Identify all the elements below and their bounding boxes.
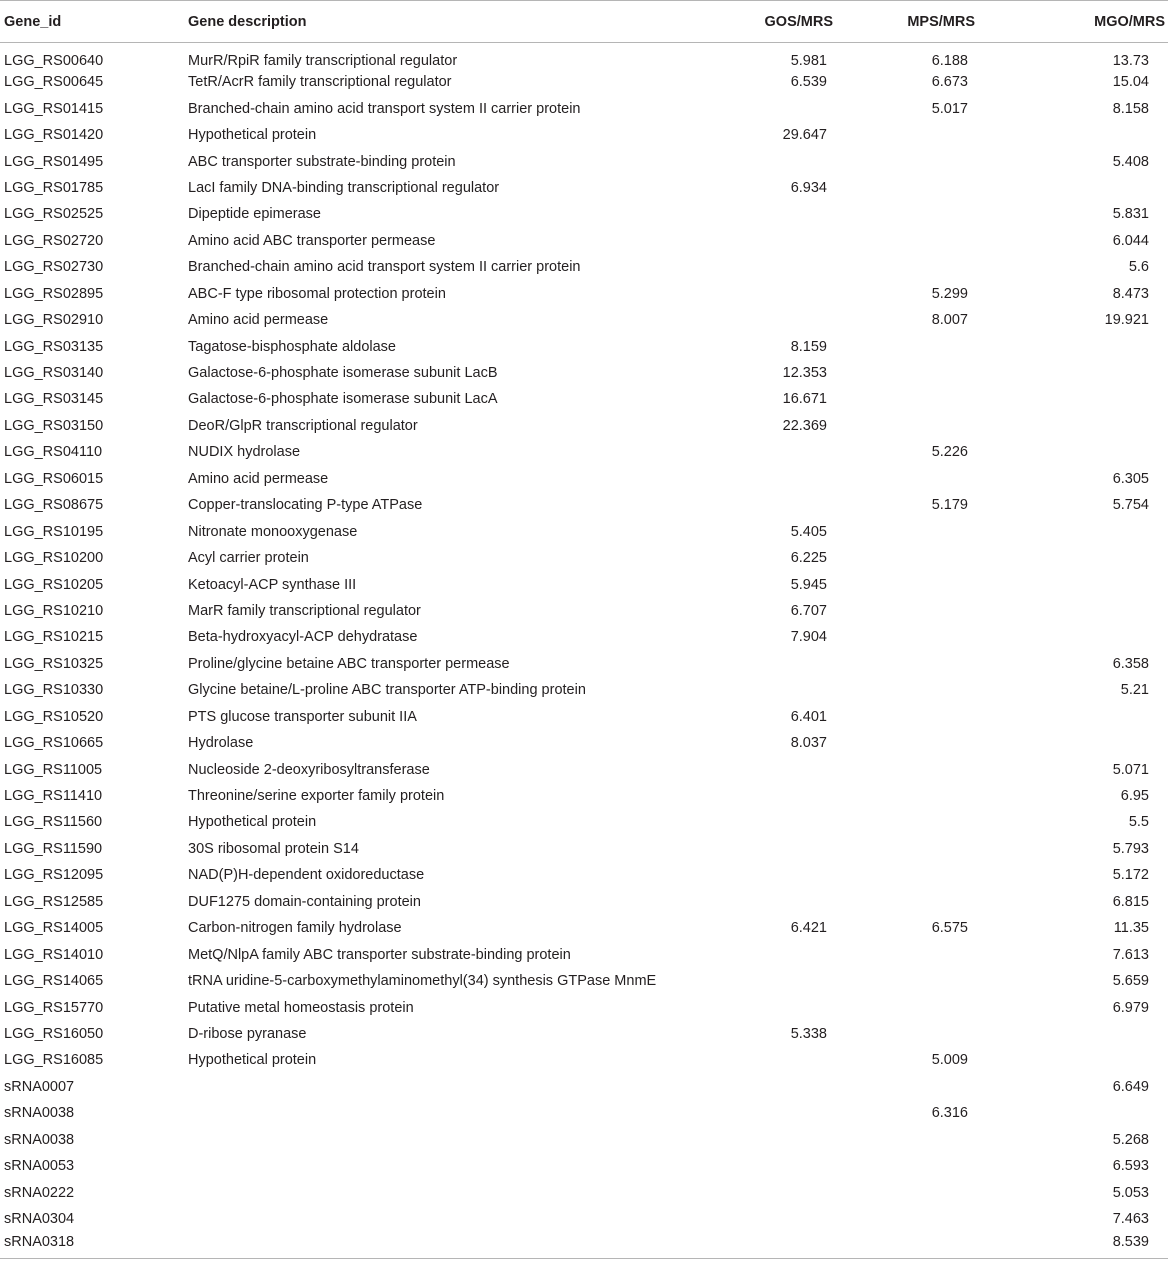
cell-gene-description: Beta-hydroxyacyl-ACP dehydratase [188,629,418,646]
cell-mps-mrs [845,545,984,571]
cell-gos-mrs [708,95,845,121]
cell-gos-mrs [708,1179,845,1205]
cell-mgo-mrs: 11.35 [1113,920,1149,937]
header-gene-id: Gene_id [0,1,188,43]
cell-gos-mrs: 6.401 [790,708,827,725]
table-row [0,254,1168,280]
table-row [0,1074,1168,1100]
cell-mps-mrs: 5.009 [931,1052,968,1069]
cell-gene-description [188,1153,708,1179]
cell-gene-id: LGG_RS10520 [4,708,104,725]
cell-mps-mrs: 5.179 [931,497,968,514]
cell-gene-id: LGG_RS12585 [4,893,104,910]
cell-mgo-mrs [984,413,1168,439]
cell-gene-id: LGG_RS01495 [4,153,104,170]
cell-gene-id: LGG_RS15770 [4,999,104,1016]
cell-mgo-mrs: 5.5 [1128,814,1149,831]
cell-mgo-mrs: 6.815 [1112,893,1149,910]
cell-mgo-mrs: 15.04 [1112,74,1149,91]
cell-mps-mrs [845,122,984,148]
cell-gos-mrs [708,677,845,703]
cell-gos-mrs: 29.647 [782,127,827,144]
cell-gos-mrs: 6.707 [790,602,827,619]
cell-gene-id: LGG_RS01415 [4,100,104,117]
table-row [0,69,1168,95]
cell-gene-id: LGG_RS03145 [4,391,104,408]
cell-gene-description: LacI family DNA-binding transcriptional regulator [188,179,500,196]
cell-gene-id: sRNA0038 [4,1131,75,1148]
cell-gos-mrs: 6.934 [790,179,827,196]
cell-gos-mrs: 5.945 [790,576,827,593]
cell-gene-id: LGG_RS10195 [4,523,104,540]
table-row [0,333,1168,359]
cell-gene-id: LGG_RS08675 [4,497,104,514]
table-row [0,466,1168,492]
cell-gene-description: Galactose-6-phosphate isomerase subunit LacA [188,391,498,408]
cell-gene-id: sRNA0222 [4,1184,75,1201]
cell-mps-mrs [845,809,984,835]
cell-mgo-mrs: 6.979 [1112,999,1149,1016]
cell-mgo-mrs: 5.754 [1112,497,1149,514]
cell-gene-id: LGG_RS00645 [4,74,104,91]
cell-mps-mrs [845,466,984,492]
cell-gene-description [188,1232,708,1258]
cell-gene-description: PTS glucose transporter subunit IIA [188,708,417,725]
cell-gos-mrs: 8.159 [790,338,827,355]
cell-mps-mrs [845,941,984,967]
cell-gene-id: LGG_RS14010 [4,946,104,963]
table-row [0,413,1168,439]
cell-mgo-mrs: 5.053 [1112,1184,1149,1201]
cell-mgo-mrs: 8.473 [1112,285,1149,302]
cell-gene-description: Hypothetical protein [188,127,317,144]
cell-mps-mrs [845,730,984,756]
cell-gos-mrs [708,148,845,174]
cell-gene-description: MetQ/NlpA family ABC transporter substrate-binding protein [188,946,571,963]
cell-gene-description: NUDIX hydrolase [188,444,301,461]
cell-gos-mrs [708,492,845,518]
cell-gene-id: LGG_RS02720 [4,232,104,249]
cell-gos-mrs [708,862,845,888]
table-row [0,756,1168,782]
cell-gos-mrs: 16.671 [782,391,827,408]
cell-gene-description: Threonine/serine exporter family protein [188,788,445,805]
table-row [0,122,1168,148]
cell-mgo-mrs: 5.6 [1128,259,1149,276]
cell-mps-mrs [845,994,984,1020]
cell-gene-description: Dipeptide epimerase [188,206,321,223]
table-row [0,624,1168,650]
table-row [0,1047,1168,1073]
table-row [0,95,1168,121]
cell-gos-mrs [708,968,845,994]
cell-mgo-mrs: 5.172 [1112,867,1149,884]
cell-mps-mrs [845,201,984,227]
cell-mgo-mrs [984,122,1168,148]
table-row [0,439,1168,465]
table-row [0,809,1168,835]
cell-gene-id: LGG_RS10215 [4,629,104,646]
cell-gene-id: LGG_RS02895 [4,285,104,302]
cell-mgo-mrs: 5.831 [1112,206,1149,223]
cell-gene-id: LGG_RS06015 [4,470,104,487]
table-row [0,201,1168,227]
table-row [0,1100,1168,1126]
cell-gos-mrs: 5.405 [790,523,827,540]
table-row [0,571,1168,597]
cell-gos-mrs [708,809,845,835]
table-row [0,836,1168,862]
cell-gene-description: MurR/RpiR family transcriptional regulator [188,53,458,69]
cell-mgo-mrs: 6.305 [1112,470,1149,487]
cell-gos-mrs [708,941,845,967]
table-row [0,1206,1168,1232]
cell-mps-mrs [845,968,984,994]
cell-gene-description: Amino acid permease [188,470,329,487]
cell-mgo-mrs [984,1021,1168,1047]
cell-gene-description: DeoR/GlpR transcriptional regulator [188,417,418,434]
cell-mps-mrs [845,1074,984,1100]
cell-gos-mrs [708,651,845,677]
cell-mps-mrs [845,624,984,650]
cell-mps-mrs [845,1232,984,1258]
cell-mgo-mrs: 8.158 [1112,100,1149,117]
cell-gos-mrs: 22.369 [782,417,827,434]
cell-gene-id: LGG_RS12095 [4,867,104,884]
table-row [0,1021,1168,1047]
cell-gos-mrs [708,783,845,809]
cell-gene-description: Putative metal homeostasis protein [188,999,414,1016]
cell-gos-mrs: 6.421 [790,920,827,937]
cell-mgo-mrs: 6.649 [1112,1078,1149,1095]
cell-gos-mrs: 12.353 [782,365,827,382]
cell-gene-description: Nitronate monooxygenase [188,523,358,540]
cell-gos-mrs [708,1232,845,1258]
header-mps-mrs: MPS/MRS [845,1,984,43]
cell-mgo-mrs: 8.539 [1112,1234,1149,1251]
table-row [0,915,1168,941]
cell-gene-description: Galactose-6-phosphate isomerase subunit LacB [188,365,498,382]
cell-gene-description: DUF1275 domain-containing protein [188,893,421,910]
table-row [0,783,1168,809]
cell-gene-id: LGG_RS14065 [4,973,104,990]
cell-mps-mrs [845,756,984,782]
cell-mgo-mrs: 6.358 [1112,655,1149,672]
cell-mgo-mrs [984,598,1168,624]
table-row [0,994,1168,1020]
cell-mps-mrs: 6.316 [931,1105,968,1122]
cell-mps-mrs: 6.575 [931,920,968,937]
cell-mps-mrs [845,1206,984,1232]
cell-mps-mrs [845,360,984,386]
cell-mgo-mrs [984,704,1168,730]
cell-gene-description: Carbon-nitrogen family hydrolase [188,920,402,937]
cell-gene-description [188,1179,708,1205]
table-row [0,518,1168,544]
cell-gene-description [188,1206,708,1232]
table-row [0,862,1168,888]
cell-mps-mrs [845,1127,984,1153]
table-row [0,730,1168,756]
cell-mps-mrs [845,333,984,359]
cell-gene-id: LGG_RS01785 [4,179,104,196]
cell-gene-id: LGG_RS10205 [4,576,104,593]
table-row [0,545,1168,571]
cell-gene-id: LGG_RS03135 [4,338,104,355]
header-mgo-mrs: MGO/MRS [984,1,1168,43]
cell-gene-description: Branched-chain amino acid transport system II carrier protein [188,259,581,276]
cell-mgo-mrs: 7.463 [1112,1211,1149,1228]
cell-gos-mrs: 6.539 [790,74,827,91]
cell-gene-id: LGG_RS16085 [4,1052,104,1069]
cell-mgo-mrs: 13.73 [1112,53,1149,69]
cell-mps-mrs [845,518,984,544]
cell-gene-id: LGG_RS10330 [4,682,104,699]
table-row [0,598,1168,624]
cell-mgo-mrs: 5.21 [1120,682,1149,699]
cell-mgo-mrs: 5.268 [1112,1131,1149,1148]
table-row [0,889,1168,915]
cell-gene-id: LGG_RS11005 [4,761,103,778]
cell-gene-description: 30S ribosomal protein S14 [188,840,359,857]
cell-mgo-mrs [984,1100,1168,1126]
cell-mgo-mrs [984,175,1168,201]
cell-gene-id: LGG_RS10210 [4,602,104,619]
cell-gos-mrs: 7.904 [790,629,827,646]
cell-gos-mrs [708,994,845,1020]
cell-gene-id: sRNA0053 [4,1158,75,1175]
cell-gene-id: LGG_RS02910 [4,312,104,329]
cell-gos-mrs: 6.225 [790,550,827,567]
cell-mps-mrs: 5.017 [931,100,968,117]
cell-gene-id: LGG_RS02525 [4,206,104,223]
cell-gos-mrs [708,1074,845,1100]
cell-mps-mrs [845,704,984,730]
cell-gene-description: D-ribose pyranase [188,1025,307,1042]
table-row [0,651,1168,677]
cell-mgo-mrs: 5.071 [1112,761,1149,778]
table-row [0,941,1168,967]
cell-gos-mrs: 5.338 [790,1025,827,1042]
cell-mgo-mrs: 5.793 [1112,840,1149,857]
table-row [0,360,1168,386]
cell-gene-description: Nucleoside 2-deoxyribosyltransferase [188,761,430,778]
table-body [0,43,1168,1259]
cell-gene-description: Hypothetical protein [188,1052,317,1069]
table-header [0,1,1168,43]
cell-gos-mrs: 5.981 [790,53,827,69]
cell-gene-id: LGG_RS10200 [4,550,104,567]
table-row [0,1153,1168,1179]
cell-gos-mrs [708,201,845,227]
header-row [0,1,1168,43]
cell-gene-id: LGG_RS11410 [4,788,103,805]
cell-gene-description: MarR family transcriptional regulator [188,602,421,619]
table-row [0,148,1168,174]
cell-gos-mrs [708,1047,845,1073]
cell-mps-mrs [845,571,984,597]
cell-mps-mrs [845,148,984,174]
table-row [0,307,1168,333]
cell-gos-mrs [708,1153,845,1179]
cell-gene-description: Branched-chain amino acid transport system II carrier protein [188,100,581,117]
cell-gene-id: LGG_RS01420 [4,127,104,144]
cell-mps-mrs [845,1179,984,1205]
table-row [0,968,1168,994]
cell-mps-mrs [845,836,984,862]
table-row [0,43,1168,70]
cell-gos-mrs [708,756,845,782]
table-row [0,492,1168,518]
cell-mgo-mrs: 19.921 [1104,312,1149,329]
cell-mps-mrs [845,598,984,624]
table-row [0,1179,1168,1205]
cell-gos-mrs [708,1127,845,1153]
cell-gene-id: LGG_RS11590 [4,840,103,857]
table-row [0,228,1168,254]
table-row [0,1127,1168,1153]
cell-gos-mrs [708,281,845,307]
cell-gene-description: NAD(P)H-dependent oxidoreductase [188,867,425,884]
cell-mgo-mrs: 6.95 [1120,788,1149,805]
cell-gene-description: Tagatose-bisphosphate aldolase [188,338,396,355]
cell-mps-mrs [845,1021,984,1047]
cell-mps-mrs [845,651,984,677]
cell-mps-mrs [845,677,984,703]
cell-mps-mrs [845,862,984,888]
cell-mps-mrs: 6.188 [931,53,968,69]
cell-mps-mrs [845,783,984,809]
cell-gos-mrs [708,1206,845,1232]
cell-mgo-mrs [984,518,1168,544]
cell-gene-description: Proline/glycine betaine ABC transporter permease [188,655,510,672]
cell-mgo-mrs [984,1047,1168,1073]
cell-gos-mrs [708,254,845,280]
cell-mgo-mrs [984,624,1168,650]
cell-mgo-mrs [984,571,1168,597]
table-row [0,281,1168,307]
cell-gos-mrs [708,836,845,862]
cell-gene-description [188,1127,708,1153]
cell-gos-mrs [708,466,845,492]
cell-mps-mrs [845,386,984,412]
cell-gene-description: Copper-translocating P-type ATPase [188,497,423,514]
cell-mgo-mrs: 5.408 [1112,153,1149,170]
cell-gos-mrs [708,307,845,333]
cell-gene-description [188,1074,708,1100]
cell-gene-description: Ketoacyl-ACP synthase III [188,576,357,593]
cell-mgo-mrs [984,730,1168,756]
cell-gene-id: LGG_RS11560 [4,814,103,831]
cell-mgo-mrs [984,333,1168,359]
cell-gene-id: LGG_RS14005 [4,920,104,937]
cell-gene-id: LGG_RS04110 [4,444,103,461]
cell-gene-id: sRNA0007 [4,1078,75,1095]
cell-mps-mrs [845,175,984,201]
cell-gene-description: TetR/AcrR family transcriptional regulator [188,74,452,91]
cell-mps-mrs [845,1153,984,1179]
cell-gene-description: Glycine betaine/L-proline ABC transporter ATP-binding protein [188,682,586,699]
cell-mgo-mrs: 5.659 [1112,973,1149,990]
table-row [0,175,1168,201]
cell-mgo-mrs: 6.044 [1112,232,1149,249]
cell-gos-mrs [708,889,845,915]
header-gos-mrs: GOS/MRS [708,1,845,43]
cell-gos-mrs: 8.037 [790,735,827,752]
table-row [0,1232,1168,1258]
cell-gene-description: Amino acid permease [188,312,329,329]
cell-mgo-mrs [984,386,1168,412]
cell-mps-mrs [845,889,984,915]
table-row [0,704,1168,730]
cell-mgo-mrs [984,439,1168,465]
cell-mps-mrs: 5.299 [931,285,968,302]
cell-gos-mrs [708,439,845,465]
cell-mgo-mrs [984,545,1168,571]
cell-mps-mrs [845,254,984,280]
cell-gene-description: ABC-F type ribosomal protection protein [188,285,446,302]
cell-mps-mrs [845,228,984,254]
cell-gene-id: LGG_RS10325 [4,655,104,672]
cell-gene-description: Hydrolase [188,735,254,752]
cell-gene-id: LGG_RS02730 [4,259,104,276]
cell-gene-id: LGG_RS00640 [4,53,104,69]
cell-gene-id: LGG_RS16050 [4,1025,104,1042]
cell-mgo-mrs: 7.613 [1112,946,1149,963]
cell-mps-mrs [845,413,984,439]
cell-gene-id: LGG_RS10665 [4,735,104,752]
cell-gene-id: sRNA0318 [4,1234,75,1251]
cell-mps-mrs: 5.226 [931,444,968,461]
cell-gene-id: LGG_RS03140 [4,365,104,382]
cell-mps-mrs: 6.673 [931,74,968,91]
cell-mps-mrs: 8.007 [931,312,968,329]
cell-mgo-mrs [984,360,1168,386]
table-row [0,677,1168,703]
cell-mgo-mrs: 6.593 [1112,1158,1149,1175]
cell-gene-id: LGG_RS03150 [4,417,104,434]
header-gene-description: Gene description [188,1,708,43]
cell-gene-description: Hypothetical protein [188,814,317,831]
cell-gene-description: Amino acid ABC transporter permease [188,232,436,249]
cell-gene-description: ABC transporter substrate-binding protein [188,153,456,170]
table-row [0,386,1168,412]
cell-gene-description: Acyl carrier protein [188,550,309,567]
cell-gene-description [188,1100,708,1126]
cell-gos-mrs [708,1100,845,1126]
cell-gene-description: tRNA uridine-5-carboxymethylaminomethyl(34) synthesis GTPase MnmE [188,973,657,990]
cell-gos-mrs [708,228,845,254]
cell-gene-id: sRNA0304 [4,1211,75,1228]
cell-gene-id: sRNA0038 [4,1105,75,1122]
